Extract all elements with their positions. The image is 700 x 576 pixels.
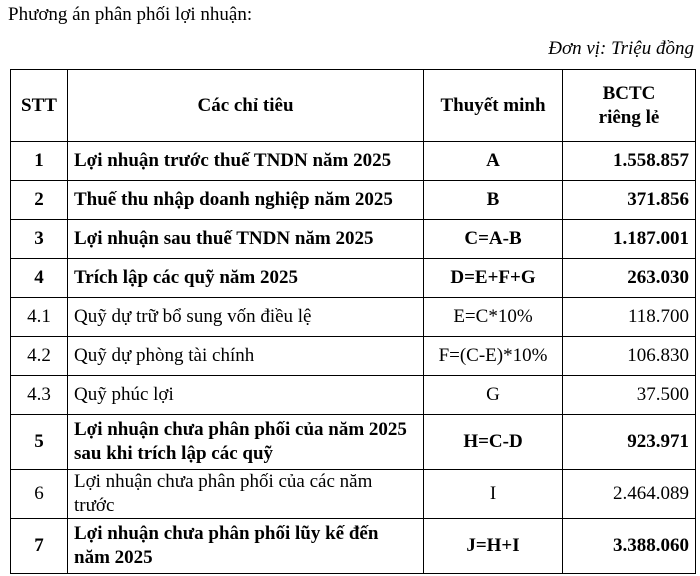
- row-value: 1.558.857: [563, 142, 696, 181]
- row-stt: 4.2: [11, 337, 68, 376]
- row-explanation: E=C*10%: [424, 298, 563, 337]
- row-criteria: Lợi nhuận trước thuế TNDN năm 2025: [68, 142, 424, 181]
- header-explanation: Thuyết minh: [424, 70, 563, 142]
- row-stt: 1: [11, 142, 68, 181]
- row-stt: 3: [11, 220, 68, 259]
- row-value: 2.464.089: [563, 470, 696, 519]
- row-criteria: Lợi nhuận sau thuế TNDN năm 2025: [68, 220, 424, 259]
- row-criteria: Trích lập các quỹ năm 2025: [68, 259, 424, 298]
- row-value: 1.187.001: [563, 220, 696, 259]
- section-heading: Phương án phân phối lợi nhuận:: [8, 4, 253, 25]
- row-explanation: G: [424, 376, 563, 415]
- row-value: 37.500: [563, 376, 696, 415]
- row-stt: 2: [11, 181, 68, 220]
- table-row: [11, 519, 696, 574]
- row-value: 371.856: [563, 181, 696, 220]
- row-criteria: Quỹ dự trữ bổ sung vốn điều lệ: [68, 298, 424, 337]
- row-criteria: Thuế thu nhập doanh nghiệp năm 2025: [68, 181, 424, 220]
- header-stt: STT: [11, 70, 68, 142]
- row-stt: 7: [11, 519, 68, 574]
- row-value: 923.971: [563, 415, 696, 470]
- row-stt: 5: [11, 415, 68, 470]
- row-stt: 4.1: [11, 298, 68, 337]
- row-explanation: A: [424, 142, 563, 181]
- row-criteria: Lợi nhuận chưa phân phối của năm 2025 sau khi trích lập các quỹ: [68, 415, 424, 470]
- row-explanation: F=(C-E)*10%: [424, 337, 563, 376]
- table-row: [11, 181, 696, 220]
- header-criteria: Các chỉ tiêu: [68, 70, 424, 142]
- table-row: [11, 220, 696, 259]
- profit-distribution-table: [10, 69, 696, 574]
- row-explanation: C=A-B: [424, 220, 563, 259]
- row-value: 118.700: [563, 298, 696, 337]
- row-explanation: D=E+F+G: [424, 259, 563, 298]
- row-criteria: Lợi nhuận chưa phân phối của các năm trước: [68, 470, 424, 519]
- row-explanation: J=H+I: [424, 519, 563, 574]
- unit-label: Đơn vị: Triệu đồng: [548, 38, 694, 59]
- row-value: 263.030: [563, 259, 696, 298]
- table-row: [11, 470, 696, 519]
- row-value: 3.388.060: [563, 519, 696, 574]
- row-criteria: Quỹ phúc lợi: [68, 376, 424, 415]
- table-row: [11, 376, 696, 415]
- row-explanation: H=C-D: [424, 415, 563, 470]
- table-row: [11, 298, 696, 337]
- row-value: 106.830: [563, 337, 696, 376]
- table-row: [11, 142, 696, 181]
- row-explanation: B: [424, 181, 563, 220]
- row-stt: 6: [11, 470, 68, 519]
- row-criteria: Lợi nhuận chưa phân phối lũy kế đến năm 2025: [68, 519, 424, 574]
- table-row: [11, 415, 696, 470]
- row-stt: 4.3: [11, 376, 68, 415]
- table-row: [11, 259, 696, 298]
- row-stt: 4: [11, 259, 68, 298]
- table-row: [11, 337, 696, 376]
- header-value-line2: riêng lẻ: [598, 106, 660, 128]
- header-value: [563, 70, 696, 142]
- row-explanation: I: [424, 470, 563, 519]
- row-criteria: Quỹ dự phòng tài chính: [68, 337, 424, 376]
- table-header-row: [11, 70, 696, 142]
- header-value-line1: BCTC: [602, 82, 656, 104]
